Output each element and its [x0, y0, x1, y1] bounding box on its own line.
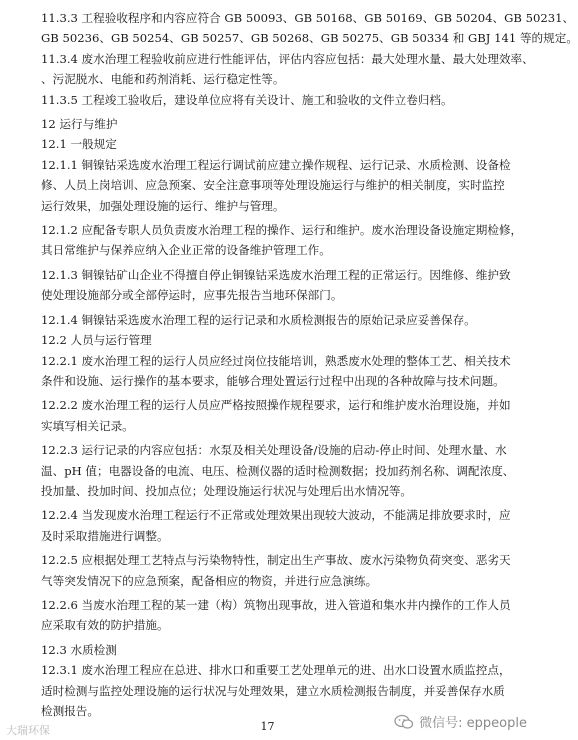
subsection-heading: 12.1 一般规定 [41, 137, 117, 152]
text-line: 实填写相关记录。 [41, 418, 134, 433]
text-line: 、污泥脱水、电能和药剂消耗、运行稳定性等。 [41, 72, 285, 87]
text-line: 修、人员上岗培训、应急预案、安全注意事项等处理设施运行与维护的相关制度，实时监控 [41, 178, 505, 193]
wechat-id: 微信号: eppeople [419, 716, 527, 731]
wechat-watermark [394, 712, 527, 731]
document-body [41, 8, 578, 721]
text-line: 应采取有效的防护措施。 [41, 618, 169, 633]
text-line: 12.2.6 当废水治理工程的某一建（构）筑物出现事故，进入管道和集水井内操作的工作人员 [41, 597, 511, 612]
subsection-heading: 12.3 水质检测 [41, 642, 117, 657]
text-line: 使处理设施部分或全部停运时，应事先报告当地环保部门。 [41, 288, 343, 303]
section-heading: 12 运行与维护 [41, 117, 118, 132]
text-line: 12.1.2 应配备专职人员负责废水治理工程的操作、运行和维护。废水治理设备设施定期检修， [41, 223, 523, 238]
text-line: 温、pH 值；电器设备的电流、电压、检测仪器的适时检测数据；投加药剂名称、调配浓度、 [41, 463, 515, 478]
text-line: 条件和设施、运行操作的基本要求，能够合理处置运行过程中出现的各种故障与技术问题。 [41, 373, 505, 388]
text-line: 适时检测与监控处理设施的运行状况与处理效果，建立水质检测报告制度，并妥善保存水质 [41, 683, 505, 698]
text-line: 气等突发情况下的应急预案，配备相应的物资，并进行应急演练。 [41, 573, 378, 588]
text-line: 11.3.3 工程验收程序和内容应符合 GB 50093、GB 50168、GB 50169、GB 50204、GB 50231、 [41, 11, 575, 25]
text-line: GB 50236、GB 50254、GB 50257、GB 50268、GB 50275、GB 50334 和 GBJ 141 等的规定。 [41, 31, 578, 46]
text-line: 11.3.5 工程竣工验收后，建设单位应将有关设计、施工和验收的文件立卷归档。 [41, 92, 453, 107]
text-line: 12.2.1 废水治理工程的运行人员应经过岗位技能培训，熟悉废水处理的整体工艺、相关技术 [41, 353, 511, 368]
text-line: 12.2.2 废水治理工程的运行人员应严格按照操作规程要求，运行和维护废水治理设施，并如 [41, 398, 511, 413]
text-line: 12.2.4 当发现废水治理工程运行不正常或处理效果出现较大波动，不能满足排放要求时，应 [41, 508, 511, 523]
page-number: 17 [260, 720, 275, 733]
text-line: 运行效果，加强处理设施的运行、维护与管理。 [41, 198, 285, 213]
text-line: 12.2.5 应根据处理工艺特点与污染物特性，制定出生产事故、废水污染物负荷突变、恶劣天 [41, 553, 511, 568]
wechat-icon [394, 714, 414, 730]
text-line: 12.3.1 废水治理工程应在总进、排水口和重要工艺处理单元的进、出水口设置水质监控点， [41, 663, 511, 678]
subsection-heading: 12.2 人员与运行管理 [41, 333, 152, 348]
text-line: 11.3.4 废水治理工程验收前应进行性能评估，评估内容应包括：最大处理水量、最大处理效率、 [41, 51, 534, 66]
text-line: 12.2.3 运行记录的内容应包括：水泵及相关处理设备/设施的启动-停止时间、处理水量、水 [41, 443, 507, 458]
watermark-left: 大瑞环保 [6, 724, 50, 737]
text-line: 12.1.1 铜镍钴采选废水治理工程运行调试前应建立操作规程、运行记录、水质检测、设备检 [41, 157, 511, 172]
text-line: 检测报告。 [41, 704, 99, 718]
text-line: 其日常维护与保养应纳入企业正常的设备维护管理工作。 [41, 243, 331, 258]
text-line: 投加量、投加时间、投加点位；处理设施运行状况与处理后出水情况等。 [41, 483, 413, 498]
text-line: 12.1.4 铜镍钴采选废水治理工程的运行记录和水质检测报告的原始记录应妥善保存。 [41, 312, 476, 327]
text-line: 及时采取措施进行调整。 [41, 528, 169, 543]
text-line: 12.1.3 铜镍钴矿山企业不得擅自停止铜镍钴采选废水治理工程的正常运行。因维修、维护致 [41, 267, 511, 282]
